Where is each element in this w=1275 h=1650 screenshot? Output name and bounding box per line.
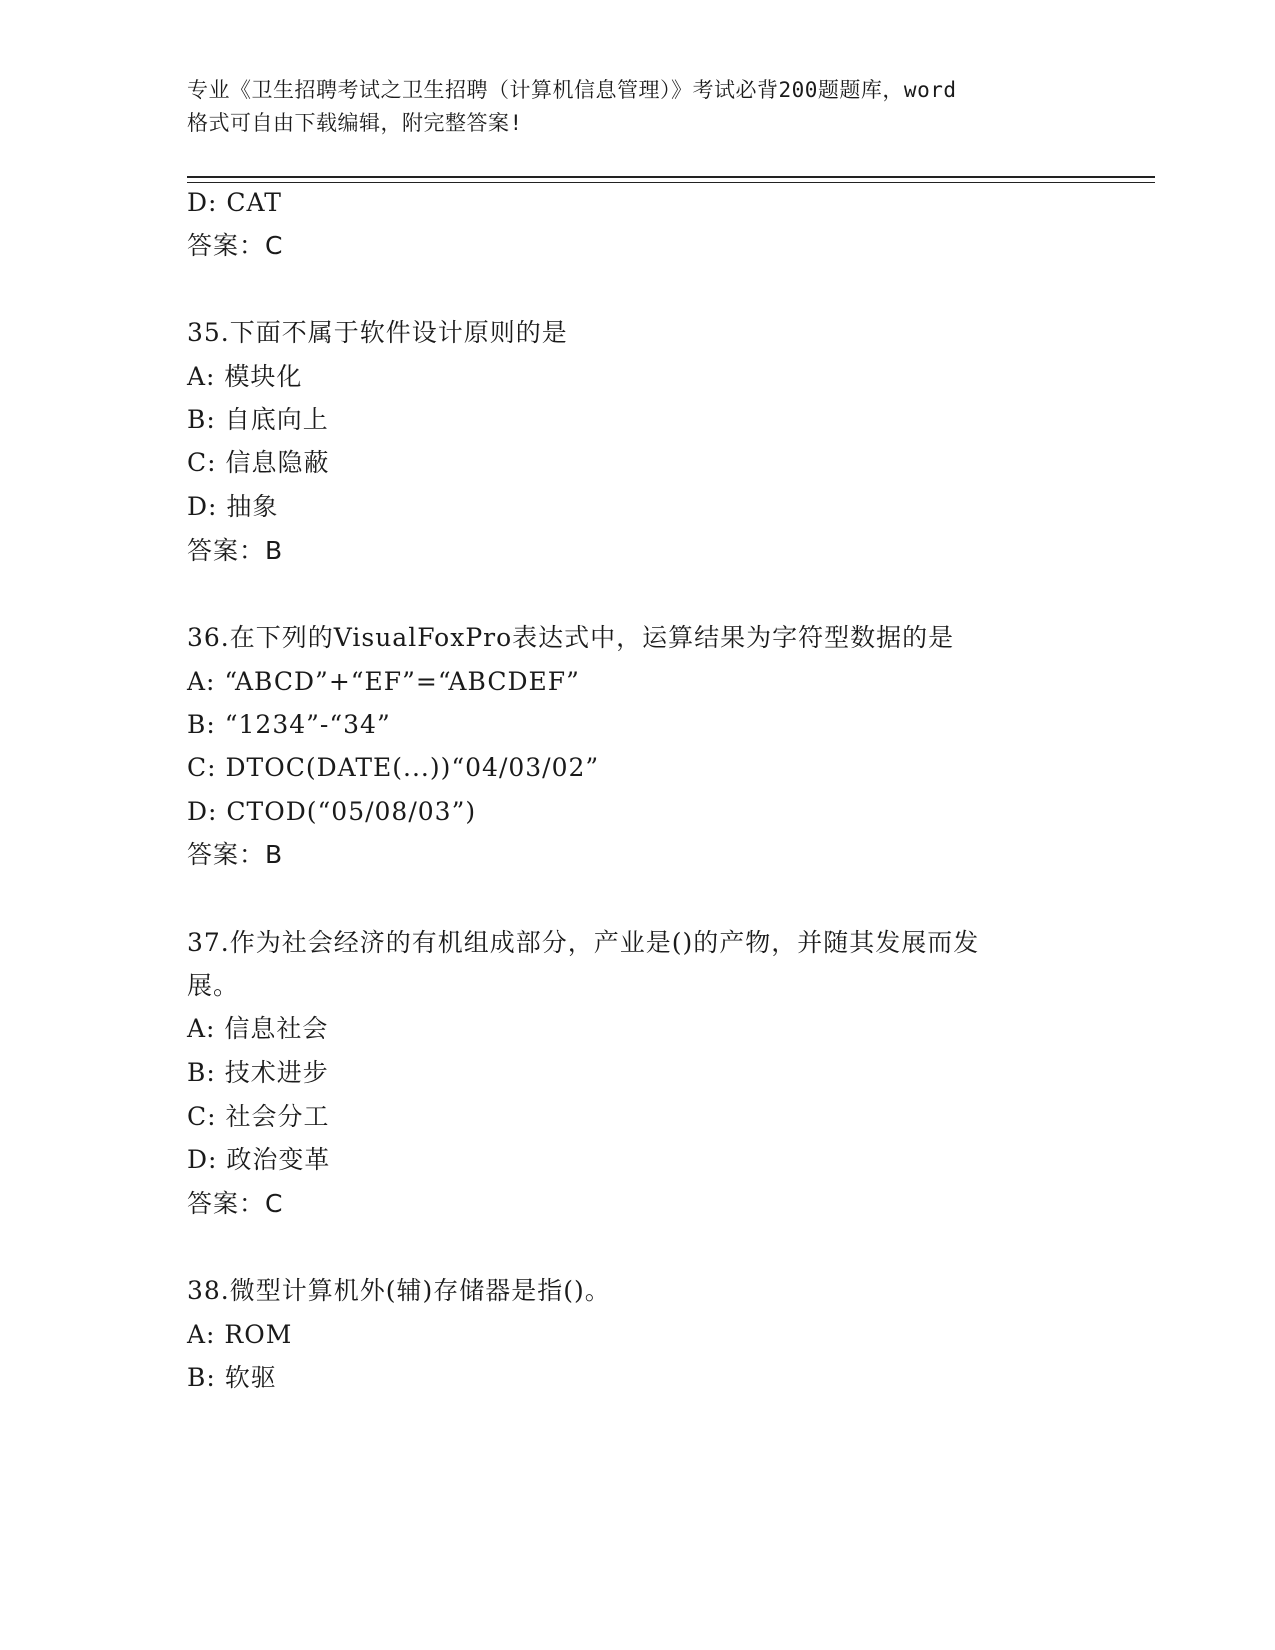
header-divider-thin <box>187 182 1155 183</box>
question-38-option-b: B: 软驱 <box>187 1363 277 1392</box>
question-35-stem: 35.下面不属于软件设计原则的是 <box>187 318 568 347</box>
question-36-option-d: D: CTOD(“05/08/03”) <box>187 797 477 826</box>
question-36-option-c: C: DTOC(DATE(...))“04/03/02” <box>187 753 600 782</box>
header-title-line-1: 专业《卫生招聘考试之卫生招聘（计算机信息管理）》考试必背200题题库，word <box>187 78 957 102</box>
question-37-option-d: D: 政治变革 <box>187 1145 331 1174</box>
question-37-stem-line-1: 37.作为社会经济的有机组成部分，产业是()的产物，并随其发展而发 <box>187 928 980 957</box>
question-36-option-b: B: “1234”-“34” <box>187 710 391 739</box>
question-35-option-a: A: 模块化 <box>187 362 303 391</box>
header-title-line-2: 格式可自由下载编辑，附完整答案! <box>187 111 523 135</box>
question-37-stem-line-2: 展。 <box>187 971 240 1000</box>
question-37-option-c: C: 社会分工 <box>187 1102 330 1131</box>
prev-answer: 答案：C <box>187 231 284 260</box>
question-35-option-b: B: 自底向上 <box>187 405 329 434</box>
question-38-stem: 38.微型计算机外(辅)存储器是指()。 <box>187 1276 611 1305</box>
question-36-answer: 答案：B <box>187 840 284 869</box>
header-divider-thick <box>187 176 1155 178</box>
question-37-option-a: A: 信息社会 <box>187 1014 329 1043</box>
question-37-option-b: B: 技术进步 <box>187 1058 329 1087</box>
question-35-option-d: D: 抽象 <box>187 492 279 521</box>
question-36-stem: 36.在下列的VisualFoxPro表达式中，运算结果为字符型数据的是 <box>187 623 955 652</box>
prev-option-d: D: CAT <box>187 188 282 217</box>
question-36-option-a: A: “ABCD”+“EF”=“ABCDEF” <box>187 667 580 696</box>
page-header <box>187 74 1087 140</box>
question-38-option-a: A: ROM <box>187 1320 293 1349</box>
question-35-answer: 答案：B <box>187 536 284 565</box>
question-37-answer: 答案：C <box>187 1189 284 1218</box>
question-35-option-c: C: 信息隐蔽 <box>187 448 330 477</box>
